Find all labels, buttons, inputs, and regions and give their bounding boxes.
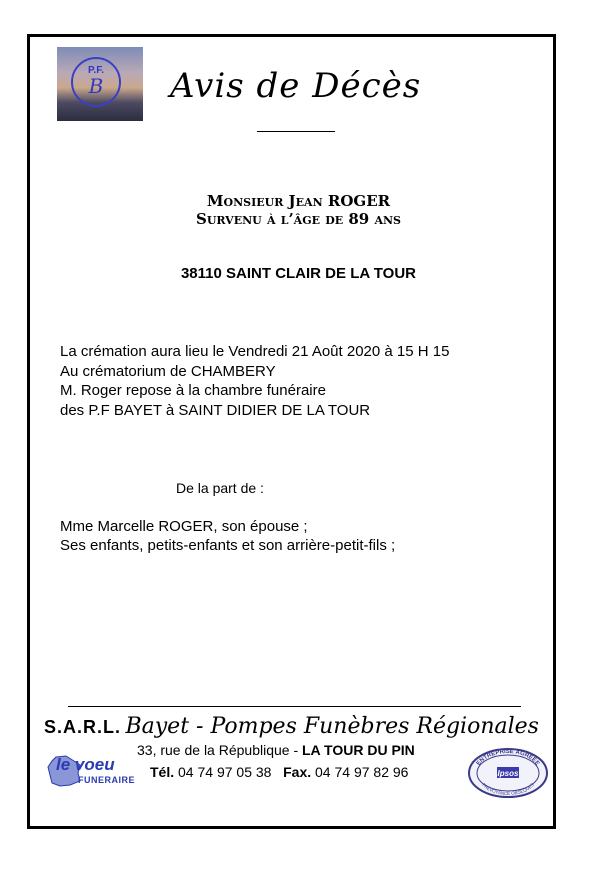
company-address [137, 742, 415, 758]
logo-letter: B [88, 74, 104, 98]
deceased-name: Monsieur Jean ROGER [206, 192, 391, 210]
tel-label: Tél. [150, 764, 175, 780]
family-line: Ses enfants, petits-enfants et son arrière-petit-fils ; [60, 537, 396, 554]
logo-circle [71, 57, 121, 107]
seal-center-text: Ipsos [497, 769, 519, 778]
logo-initials: P.F. [88, 65, 104, 76]
deceased-age: Survenu à l’âge de 89 ans [196, 210, 401, 228]
city-text: LA TOUR DU PIN [302, 742, 415, 758]
company-phones [150, 764, 408, 780]
ceremony-line: La crémation aura lieu le Vendredi 21 Août 2020 à 15 H 15 [60, 343, 450, 360]
ceremony-line: Au crématorium de CHAMBERY [60, 362, 276, 380]
funeral-home-logo [57, 47, 143, 121]
title-divider [257, 131, 335, 132]
company-name: Bayet - Pompes Funèbres Régionales [125, 714, 539, 739]
ceremony-line: M. Roger repose à la chambre funéraire [60, 382, 326, 399]
deceased-address: 38110 SAINT CLAIR DE LA TOUR [180, 265, 417, 282]
street-text: 33, rue de la République - [137, 742, 302, 758]
voeu-logo-text: le voeu [56, 755, 115, 774]
from-label: De la part de : [176, 480, 264, 496]
seal-top-text: ENTREPRISE AGRÉÉE [475, 748, 541, 767]
fax-label: Fax. [283, 764, 312, 780]
le-voeu-funeraire-logo [44, 751, 136, 789]
family-list [60, 517, 395, 555]
approved-company-seal [467, 747, 549, 799]
fax-number: 04 74 97 82 96 [315, 764, 409, 780]
page-title: Avis de Décès [170, 66, 422, 106]
notice-border [27, 34, 556, 829]
voeu-logo-subtext: FUNERAIRE [78, 775, 136, 785]
company-line [44, 714, 539, 739]
ceremony-line: des P.F BAYET à SAINT DIDIER DE LA TOUR [60, 401, 371, 419]
ceremony-details [60, 342, 449, 420]
company-type: S.A.R.L. [44, 717, 122, 737]
footer-divider [68, 706, 521, 707]
seal-bottom-text: PRÉVOYANCE OBSÈQUES [481, 782, 535, 797]
tel-number: 04 74 97 05 38 [178, 764, 272, 780]
family-line: Mme Marcelle ROGER, son épouse ; [60, 518, 308, 535]
